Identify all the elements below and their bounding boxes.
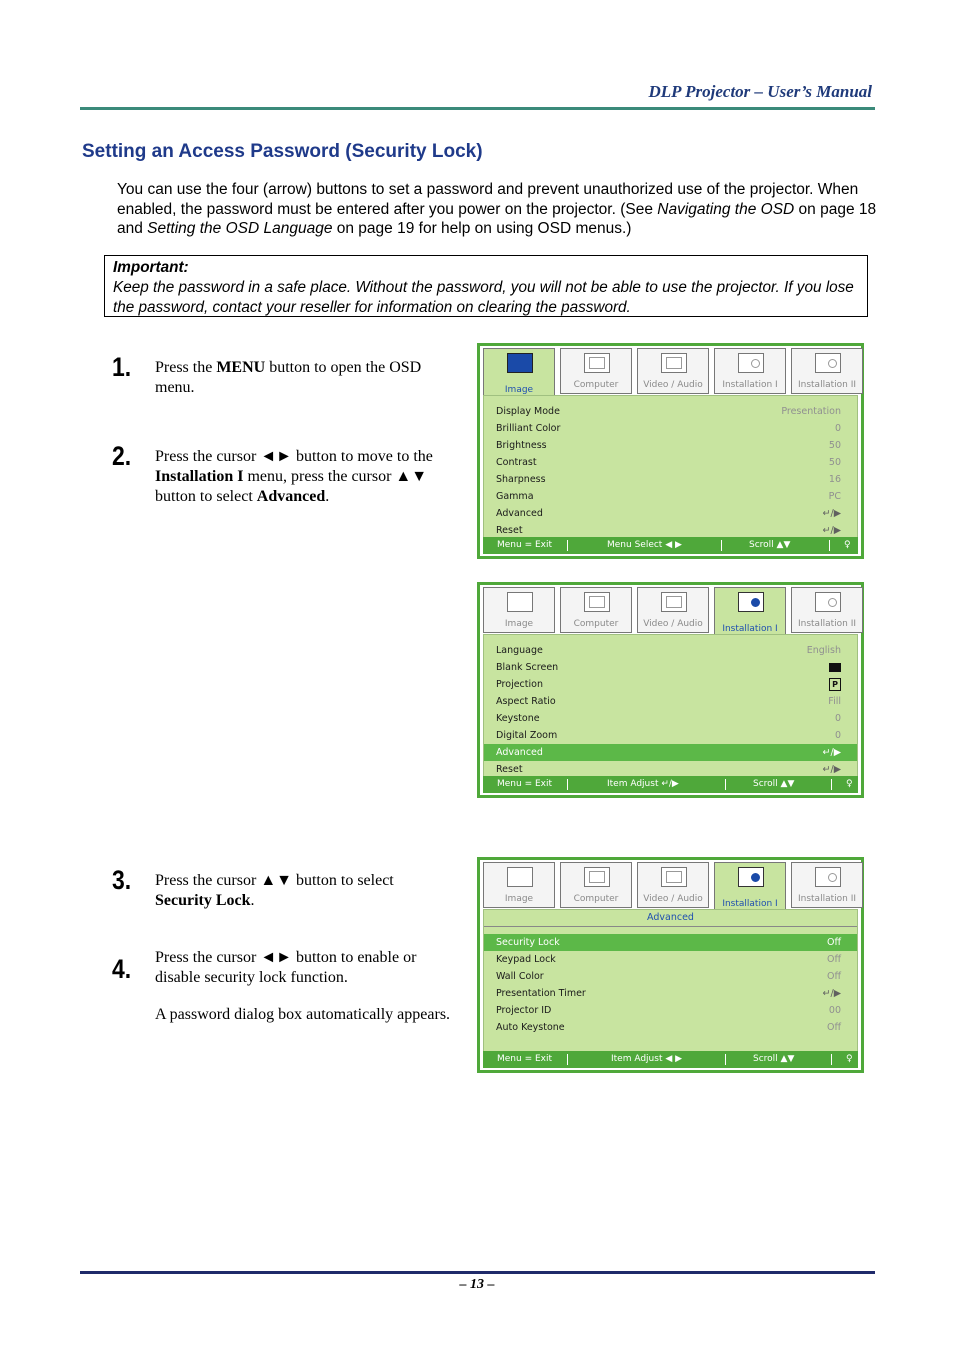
important-label: Important:: [113, 259, 189, 276]
menu-row-projection[interactable]: [484, 676, 857, 693]
tab-label: Installation II: [797, 380, 857, 390]
footer-divider: [725, 779, 726, 790]
menu-row-contrast[interactable]: [484, 454, 857, 471]
osd-screenshot-installation: [477, 582, 864, 798]
footer-bulb-icon: ♀: [844, 540, 851, 550]
projector-settings-icon: [815, 592, 841, 612]
menu-row-advanced[interactable]: [484, 505, 857, 522]
tab-video-audio[interactable]: [637, 348, 709, 394]
osd-menu-panel: [483, 395, 858, 538]
tab-installation-2[interactable]: [791, 587, 863, 633]
row-label: Keystone: [496, 713, 540, 724]
black-swatch-icon: [829, 663, 841, 672]
row-value: ↵/▶: [822, 525, 841, 536]
important-text: Keep the password in a safe place. Without the password, you will not be able to use the projector. If you lose the password, contact your reseller for information on clearing the password.: [113, 279, 854, 316]
footer-exit: Menu = Exit: [497, 540, 553, 550]
tab-computer[interactable]: [560, 862, 632, 908]
tab-label: Image: [504, 619, 534, 629]
projection-value: [829, 676, 841, 693]
footer-scroll: Scroll ▲▼: [749, 540, 791, 550]
intro-text-3: on page 19 for help on using OSD menus.): [332, 220, 632, 237]
osd-menu-panel: [483, 909, 858, 1052]
step-2-mid: menu, press the cursor ▲▼ button to select: [155, 468, 428, 505]
row-label: Projection: [496, 679, 543, 690]
menu-row-keypad-lock[interactable]: [484, 951, 857, 968]
menu-row-auto-keystone[interactable]: [484, 1019, 857, 1036]
osd-footer: [483, 776, 858, 793]
tab-label: Installation II: [797, 894, 857, 904]
row-value: PC: [828, 491, 841, 502]
tab-label: Installation II: [797, 619, 857, 629]
row-value: ↵/▶: [822, 988, 841, 999]
step-2-bold-1: Installation I: [155, 468, 244, 485]
row-label: Aspect Ratio: [496, 696, 556, 707]
intro-paragraph: [117, 180, 892, 239]
row-value: ↵/▶: [822, 764, 841, 775]
tab-label: Computer: [573, 619, 619, 629]
row-label: Reset: [496, 764, 523, 775]
tab-label: Video / Audio: [643, 894, 703, 904]
footer-divider: [829, 540, 830, 551]
tab-installation-2[interactable]: [791, 862, 863, 908]
image-icon: [507, 592, 533, 612]
step-number-3: 3.: [112, 865, 132, 895]
row-label: Reset: [496, 525, 523, 536]
tab-image[interactable]: [483, 587, 555, 633]
row-label: Digital Zoom: [496, 730, 558, 741]
row-label: Gamma: [496, 491, 534, 502]
tab-computer[interactable]: [560, 348, 632, 394]
tab-image[interactable]: [483, 862, 555, 908]
menu-row-gamma[interactable]: [484, 488, 857, 505]
tab-label: Computer: [573, 894, 619, 904]
row-label: Wall Color: [496, 971, 544, 982]
row-value: 50: [828, 440, 841, 451]
projector-icon: [738, 867, 764, 887]
menu-row-wall-color[interactable]: [484, 968, 857, 985]
row-label: Keypad Lock: [496, 954, 556, 965]
tab-installation-2[interactable]: [791, 348, 863, 394]
row-label: Language: [496, 645, 543, 656]
computer-icon: [584, 353, 610, 373]
step-text-4: [155, 948, 453, 988]
step-1-pre: Press the: [155, 359, 217, 376]
row-label: Presentation Timer: [496, 988, 586, 999]
tab-label: Installation I: [722, 899, 778, 909]
intro-ref-language: Setting the OSD Language: [147, 220, 333, 237]
important-box: [104, 255, 868, 317]
computer-icon: [584, 867, 610, 887]
footer-divider: [831, 1054, 832, 1065]
step-1-post: button to open the OSD menu.: [155, 359, 422, 396]
section-title: Setting an Access Password (Security Lock): [82, 141, 483, 162]
row-label: Brightness: [496, 440, 547, 451]
tab-installation-1[interactable]: [714, 587, 786, 637]
menu-row-brilliant-color[interactable]: [484, 420, 857, 437]
projector-settings-icon: [815, 353, 841, 373]
computer-icon: [584, 592, 610, 612]
tab-video-audio[interactable]: [637, 587, 709, 633]
tab-label: Installation I: [722, 624, 778, 634]
osd-footer: [483, 1051, 858, 1068]
footer-exit: Menu = Exit: [497, 1054, 553, 1064]
osd-tabs: [483, 587, 858, 635]
image-icon: [507, 353, 533, 373]
row-value: ↵/▶: [822, 508, 841, 519]
row-label: Blank Screen: [496, 662, 559, 673]
menu-row-display-mode[interactable]: [484, 403, 857, 420]
menu-row-blank-screen[interactable]: [484, 659, 857, 676]
osd-menu-panel: [483, 634, 858, 777]
footer-divider: [725, 1054, 726, 1065]
step-3-bold: Security Lock: [155, 892, 251, 909]
menu-row-advanced-selected[interactable]: [484, 744, 857, 761]
footer-divider: [831, 779, 832, 790]
blank-screen-swatch: [829, 659, 841, 676]
row-value: ↵/▶: [822, 747, 841, 758]
footer-scroll: Scroll ▲▼: [753, 1054, 795, 1064]
menu-row-digital-zoom[interactable]: [484, 727, 857, 744]
tab-label: Computer: [573, 380, 619, 390]
tab-computer[interactable]: [560, 587, 632, 633]
osd-screenshot-image: [477, 343, 864, 559]
row-value: Off: [826, 971, 841, 982]
osd-tabs: [483, 862, 858, 910]
step-number-1: 1.: [112, 352, 132, 382]
submenu-title: Advanced: [484, 910, 857, 927]
row-label: Projector ID: [496, 1005, 552, 1016]
row-value: Off: [826, 937, 841, 948]
row-value: Off: [826, 954, 841, 965]
footer-scroll: Scroll ▲▼: [753, 779, 795, 789]
row-value: 0: [834, 730, 841, 741]
row-value: Presentation: [781, 406, 841, 417]
footer-divider: [567, 540, 568, 551]
tab-label: Video / Audio: [643, 380, 703, 390]
menu-row-aspect-ratio[interactable]: [484, 693, 857, 710]
header-rule: [80, 107, 875, 110]
header-title: DLP Projector – User’s Manual: [648, 82, 872, 101]
step-2-post: .: [325, 488, 330, 505]
row-label: Sharpness: [496, 474, 546, 485]
row-label: Advanced: [496, 747, 543, 758]
footer-divider: [567, 1054, 568, 1065]
step-number-4: 4.: [112, 954, 132, 984]
row-value: 16: [828, 474, 841, 485]
row-label: Contrast: [496, 457, 537, 468]
footer-item-adjust: Item Adjust ◀ ▶: [611, 1054, 683, 1064]
menu-row-brightness[interactable]: [484, 437, 857, 454]
intro-ref-navigating: Navigating the OSD: [657, 200, 795, 218]
intro-text-1: You can use the four (arrow) buttons to set a password and prevent unauthorized use of the projector. When enabled, the password must be entered after you power on the projector. (See: [117, 181, 859, 218]
footer-menu-select: Menu Select ◀ ▶: [607, 540, 682, 550]
image-icon: [507, 867, 533, 887]
projector-icon: [738, 353, 764, 373]
row-label: Security Lock: [496, 937, 560, 948]
menu-row-security-lock-selected[interactable]: [484, 934, 857, 951]
osd-tabs: [483, 348, 858, 396]
menu-row-keystone[interactable]: [484, 710, 857, 727]
step-3-pre: Press the cursor ▲▼ button to select: [155, 872, 394, 889]
osd-footer: [483, 537, 858, 554]
row-value: English: [806, 645, 841, 656]
video-audio-icon: [661, 592, 687, 612]
tab-image[interactable]: [483, 348, 555, 398]
projector-settings-icon: [815, 867, 841, 887]
video-audio-icon: [661, 353, 687, 373]
footer-divider: [721, 540, 722, 551]
footer-rule: [80, 1271, 875, 1274]
page-number: – 13 –: [459, 1277, 495, 1292]
row-label: Auto Keystone: [496, 1022, 565, 1033]
tab-installation-1[interactable]: [714, 862, 786, 912]
step-3-post: .: [250, 892, 255, 909]
footer-bulb-icon: ♀: [846, 779, 853, 789]
row-value: 00: [828, 1005, 841, 1016]
step-4-pre: Press the cursor ◄► button to enable or disable security lock function.: [155, 949, 417, 986]
tab-label: Image: [504, 385, 534, 395]
row-label: Advanced: [496, 508, 543, 519]
step-text-1: [155, 358, 453, 398]
row-label: Brilliant Color: [496, 423, 561, 434]
menu-row-language[interactable]: [484, 642, 857, 659]
menu-row-sharpness[interactable]: [484, 471, 857, 488]
tab-label: Installation I: [722, 380, 778, 390]
menu-row-projector-id[interactable]: [484, 1002, 857, 1019]
tab-installation-1[interactable]: [714, 348, 786, 394]
row-label: Display Mode: [496, 406, 560, 417]
row-value: 50: [828, 457, 841, 468]
row-value: 0: [834, 423, 841, 434]
intro-text-2: on page 18 and: [117, 200, 877, 237]
footer-divider: [567, 779, 568, 790]
step-number-2: 2.: [112, 441, 132, 471]
video-audio-icon: [661, 867, 687, 887]
footer-exit: Menu = Exit: [497, 779, 553, 789]
row-value: 0: [834, 713, 841, 724]
footer-item-adjust: Item Adjust ↵/▶: [607, 779, 679, 789]
projection-icon: P: [829, 678, 841, 691]
step-2-pre: Press the cursor ◄► button to move to the: [155, 448, 433, 465]
osd-screenshot-advanced: [477, 857, 864, 1073]
row-value: Fill: [828, 696, 841, 707]
menu-row-presentation-timer[interactable]: [484, 985, 857, 1002]
tab-label: Video / Audio: [643, 619, 703, 629]
tab-video-audio[interactable]: [637, 862, 709, 908]
step-1-bold: MENU: [216, 359, 266, 376]
footer-bulb-icon: ♀: [846, 1054, 853, 1064]
step-text-3: [155, 871, 453, 911]
step-text-2: [155, 447, 453, 507]
row-value: Off: [826, 1022, 841, 1033]
step-2-bold-2: Advanced: [256, 488, 326, 505]
tab-label: Image: [504, 894, 534, 904]
step-4-extra: A password dialog box automatically appears.: [155, 1006, 451, 1023]
projector-icon: [738, 592, 764, 612]
